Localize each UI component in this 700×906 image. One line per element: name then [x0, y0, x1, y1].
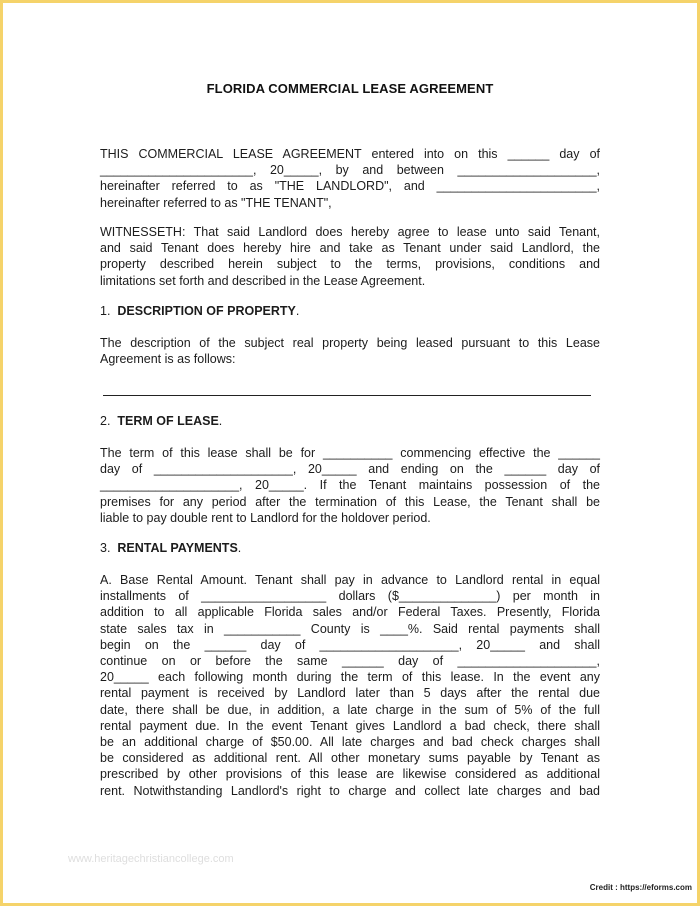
section-2-heading — [100, 414, 222, 428]
section-3-body — [100, 572, 600, 799]
witnesseth-line: limitations set forth and described in the Lease Agreement. — [100, 273, 426, 288]
section-suffix: . — [295, 304, 300, 318]
section-2-body — [100, 445, 600, 526]
witnesseth-line: and said Tenant does hereby hire and take as Tenant under said Landlord, the — [100, 241, 600, 256]
section-2-line: premises for any period after the termination of this Lease, the Tenant shall be — [100, 494, 600, 509]
section-3-line: be an additional charge of $50.00. All late charges and bad check charges shall — [100, 735, 600, 750]
section-1-line: The description of the subject real property being leased pursuant to this Lease — [100, 336, 600, 350]
section-3-line: state sales tax in ___________ County is ____%. Said rental payments shall — [100, 621, 600, 636]
section-1-body — [100, 335, 600, 367]
section-3-line: rental payment is received by Landlord later than 5 days after the rental due — [100, 686, 600, 701]
section-3-line: prescribed by other provisions of this lease are likewise considered as additional — [100, 767, 600, 782]
section-suffix: . — [218, 414, 223, 428]
section-3-line: date, there shall be due, in addition, a late charge in the sum of 5% of the full — [100, 702, 600, 717]
section-3-line: begin on the ______ day of ____________________, 20_____ and shall — [100, 637, 600, 652]
section-number: 1. — [100, 304, 111, 318]
watermark-text: www.heritagechristiancollege.com — [68, 853, 234, 865]
section-3-line: A. Base Rental Amount. Tenant shall pay in advance to Landlord rental in equal — [100, 573, 600, 587]
witnesseth-paragraph — [100, 224, 600, 289]
section-1-line: Agreement is as follows: — [100, 352, 236, 367]
intro-line: hereinafter referred to as "THE LANDLORD", and _______________________, — [100, 179, 600, 194]
intro-line: hereinafter referred to as "THE TENANT", — [100, 195, 332, 210]
section-2-line: ____________________, 20_____. If the Tenant maintains possession of the — [100, 478, 600, 493]
witnesseth-line: property described herein subject to the terms, provisions, conditions and — [100, 257, 600, 272]
section-title: DESCRIPTION OF PROPERTY — [117, 304, 296, 318]
section-3-heading — [100, 541, 241, 555]
section-3-line: continue on or before the same ______ day of ____________________, — [100, 654, 600, 669]
section-suffix: . — [237, 541, 242, 555]
intro-line: ______________________, 20_____, by and between ____________________, — [100, 163, 600, 178]
section-3-line: be considered as additional rent. All other monetary sums payable by Tenant as — [100, 751, 600, 766]
section-2-line: liable to pay double rent to Landlord for the holdover period. — [100, 510, 431, 525]
section-3-line: rental payment due. In the event Tenant gives Landlord a bad check, there shall — [100, 718, 600, 733]
section-title: RENTAL PAYMENTS — [117, 541, 238, 555]
section-number: 3. — [100, 541, 111, 555]
intro-paragraph — [100, 146, 600, 211]
section-1-heading — [100, 304, 299, 318]
section-3-line: rent. Notwithstanding Landlord's right to charge and collect late charges and bad — [100, 783, 600, 798]
credit-label: Credit : https://eforms.com — [589, 883, 692, 892]
witnesseth-line: WITNESSETH: That said Landlord does hereby agree to lease unto said Tenant, — [100, 225, 600, 239]
section-3-line: addition to all applicable Florida sales and/or Federal Taxes. Presently, Florida — [100, 605, 600, 620]
section-number: 2. — [100, 414, 111, 428]
document-title: FLORIDA COMMERCIAL LEASE AGREEMENT — [206, 81, 494, 96]
section-3-line: installments of __________________ dollars ($______________) per month in — [100, 589, 600, 604]
section-2-line: day of ____________________, 20_____ and ending on the ______ day of — [100, 462, 600, 477]
section-3-line: 20_____ each following month during the term of this lease. In the event any — [100, 670, 600, 685]
intro-line: THIS COMMERCIAL LEASE AGREEMENT entered into on this ______ day of — [100, 147, 600, 161]
section-title: TERM OF LEASE — [117, 414, 219, 428]
property-description-blank — [103, 395, 591, 396]
section-2-line: The term of this lease shall be for __________ commencing effective the ______ — [100, 446, 600, 460]
